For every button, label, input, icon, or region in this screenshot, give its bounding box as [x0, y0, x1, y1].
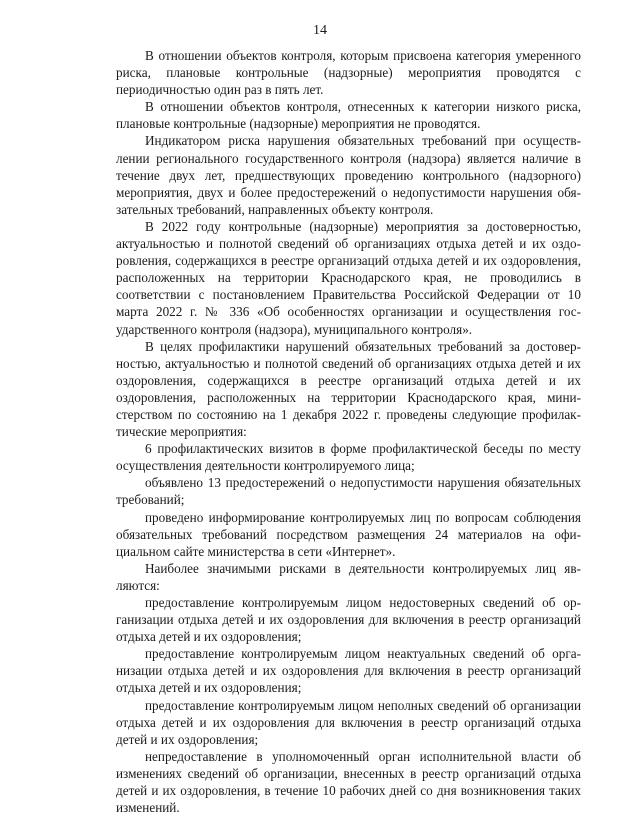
list-item-unreliable-info: предоставление контролируемым лицом недостоверных сведений об организации отдыха детей и их оздоровления для включения в реестр организаций отдыха детей и их оздоровления;	[116, 595, 581, 645]
document-body	[116, 47, 581, 816]
page-number: 14	[313, 23, 327, 38]
list-item-unreported-changes: непредоставление в уполномоченный орган исполнительной власти об изменениях сведений об организации, внесенных в реестр организаций отдыха детей и их оздоровления, в течение 10 рабочих дней со дня возникновения таких изменений.	[116, 748, 581, 816]
paragraph-2022-inspections: В 2022 году контрольные (надзорные) мероприятия за достоверностью, актуальностью и полнотой сведений об организациях отдыха детей и их оздоровления, содержащихся в реестре организаций отдыха детей и их оздоровления, расположенных на территории Краснодарского края, не проводились в соответствии с постановлением Правительства Российской Федерации от 10 марта 2022 г. № 336 «Об особенностях организации и осуществления государственного контроля (надзора), муниципального контроля».	[116, 218, 581, 337]
list-item-outdated-info: предоставление контролируемым лицом неактуальных сведений об организации отдыха детей и их оздоровления для включения в реестр организаций отдыха детей и их оздоровления;	[116, 646, 581, 696]
list-item-warnings: объявлено 13 предостережений о недопустимости нарушения обязательных требований;	[116, 475, 581, 508]
list-item-incomplete-info: предоставление контролируемым лицом неполных сведений об организации отдыха детей и их оздоровления для включения в реестр организаций отдыха детей и их оздоровления;	[116, 697, 581, 747]
paragraph-low-risk: В отношении объектов контроля, отнесенных к категории низкого риска, плановые контрольные (надзорные) мероприятия не проводятся.	[116, 99, 581, 132]
paragraph-significant-risks: Наиболее значимыми рисками в деятельности контролируемых лиц являются:	[116, 560, 581, 593]
list-item-informing: проведено информирование контролируемых лиц по вопросам соблюдения обязательных требований посредством размещения 24 материалов на официальном сайте министерства в сети «Интернет».	[116, 509, 581, 559]
paragraph-prevention-measures: В целях профилактики нарушений обязательных требований за достоверностью, актуальностью и полнотой сведений об организациях отдыха детей и их оздоровления, содержащихся в реестре организаций отдыха детей и их оздоровления, расположенных на территории Краснодарского края, министерством по состоянию на 1 декабря 2022 г. проведены следующие профилактические мероприятия:	[116, 338, 581, 440]
list-item-visits: 6 профилактических визитов в форме профилактической беседы по месту осуществления деятельности контролируемого лица;	[116, 441, 581, 474]
paragraph-risk-indicator: Индикатором риска нарушения обязательных требований при осуществлении регионального государственного контроля (надзора) является наличие в течение двух лет, предшествующих проведению контрольного (надзорного) мероприятия, двух и более предостережений о недопустимости нарушения обязательных требований, направленных объекту контроля.	[116, 133, 581, 217]
paragraph-moderate-risk: В отношении объектов контроля, которым присвоена категория умеренного риска, плановые контрольные (надзорные) мероприятия проводятся с периодичностью один раз в пять лет.	[116, 48, 581, 98]
